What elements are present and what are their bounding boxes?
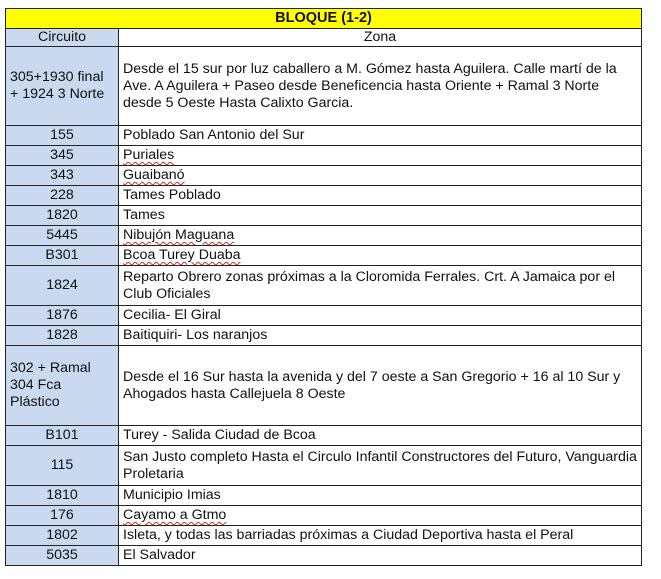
circuito-cell: 305+1930 final + 1924 3 Norte — [6, 47, 119, 126]
table-row — [6, 446, 642, 486]
table-row — [6, 546, 642, 566]
zona-text: Guaibanó — [123, 167, 185, 183]
table-row — [6, 186, 642, 206]
zona-cell: Reparto Obrero zonas próximas a la Cloromida Ferrales. Crt. A Jamaica por el Club Oficiales — [119, 266, 642, 306]
table-row — [6, 166, 642, 186]
circuito-cell: 115 — [6, 446, 119, 486]
zona-cell: Municipio Imias — [119, 486, 642, 506]
circuito-cell: 1810 — [6, 486, 119, 506]
table-row — [6, 506, 642, 526]
circuit-schedule-table — [5, 8, 642, 566]
circuito-cell: 343 — [6, 166, 119, 186]
circuito-cell: 302 + Ramal 304 Fca Plástico — [6, 346, 119, 426]
table-row — [6, 306, 642, 326]
zona-cell: Desde el 15 sur por luz caballero a M. Gómez hasta Aguilera. Calle martí de la Ave. A Aguilera + Paseo desde Beneficencia hasta Oriente + Ramal 3 Norte desde 5 Oeste Hasta Calixto Garcia. — [119, 47, 642, 126]
table-row — [6, 426, 642, 446]
zona-cell: Tames — [119, 206, 642, 226]
circuito-cell: 5445 — [6, 226, 119, 246]
zona-cell: Cecilia- El Giral — [119, 306, 642, 326]
header-row — [6, 29, 642, 47]
zona-cell — [119, 506, 642, 526]
zona-cell: El Salvador — [119, 546, 642, 566]
table-row — [6, 246, 642, 266]
circuito-cell: 1876 — [6, 306, 119, 326]
circuito-cell: 176 — [6, 506, 119, 526]
circuito-cell: 155 — [6, 126, 119, 146]
zona-cell: Baitiquiri- Los naranjos — [119, 326, 642, 346]
zona-cell: San Justo completo Hasta el Circulo Infantil Constructores del Futuro, Vanguardia Proletaria — [119, 446, 642, 486]
zona-text: Bcoa Turey Duaba — [123, 247, 241, 263]
circuito-cell: 228 — [6, 186, 119, 206]
table-row — [6, 486, 642, 506]
zona-cell — [119, 146, 642, 166]
table-row — [6, 206, 642, 226]
table-row — [6, 526, 642, 546]
circuito-cell: 5035 — [6, 546, 119, 566]
zona-text: Cayamo a Gtmo — [123, 507, 227, 523]
table-row — [6, 126, 642, 146]
zona-cell: Turey - Salida Ciudad de Bcoa — [119, 426, 642, 446]
circuito-cell: 1820 — [6, 206, 119, 226]
circuito-cell: 1828 — [6, 326, 119, 346]
table-row — [6, 326, 642, 346]
title-row — [6, 9, 642, 29]
header-zona: Zona — [119, 29, 642, 47]
zona-cell — [119, 226, 642, 246]
table-row — [6, 47, 642, 126]
circuito-cell: 345 — [6, 146, 119, 166]
circuito-cell: B301 — [6, 246, 119, 266]
zona-cell: Tames Poblado — [119, 186, 642, 206]
zona-cell — [119, 166, 642, 186]
table-row — [6, 346, 642, 426]
header-circuito: Circuito — [6, 29, 119, 47]
zona-text: Nibujón Maguana — [123, 227, 235, 243]
circuito-cell: B101 — [6, 426, 119, 446]
circuito-cell: 1802 — [6, 526, 119, 546]
zona-cell: Desde el 16 Sur hasta la avenida y del 7 oeste a San Gregorio + 16 al 10 Sur y Ahogados hasta Callejuela 8 Oeste — [119, 346, 642, 426]
zona-cell — [119, 246, 642, 266]
table-row — [6, 226, 642, 246]
zona-cell: Isleta, y todas las barriadas próximas a Ciudad Deportiva hasta el Peral — [119, 526, 642, 546]
table-row — [6, 146, 642, 166]
table-title: BLOQUE (1-2) — [6, 9, 642, 29]
table-row — [6, 266, 642, 306]
circuito-cell: 1824 — [6, 266, 119, 306]
zona-text: Puriales — [123, 147, 175, 163]
zona-cell: Poblado San Antonio del Sur — [119, 126, 642, 146]
